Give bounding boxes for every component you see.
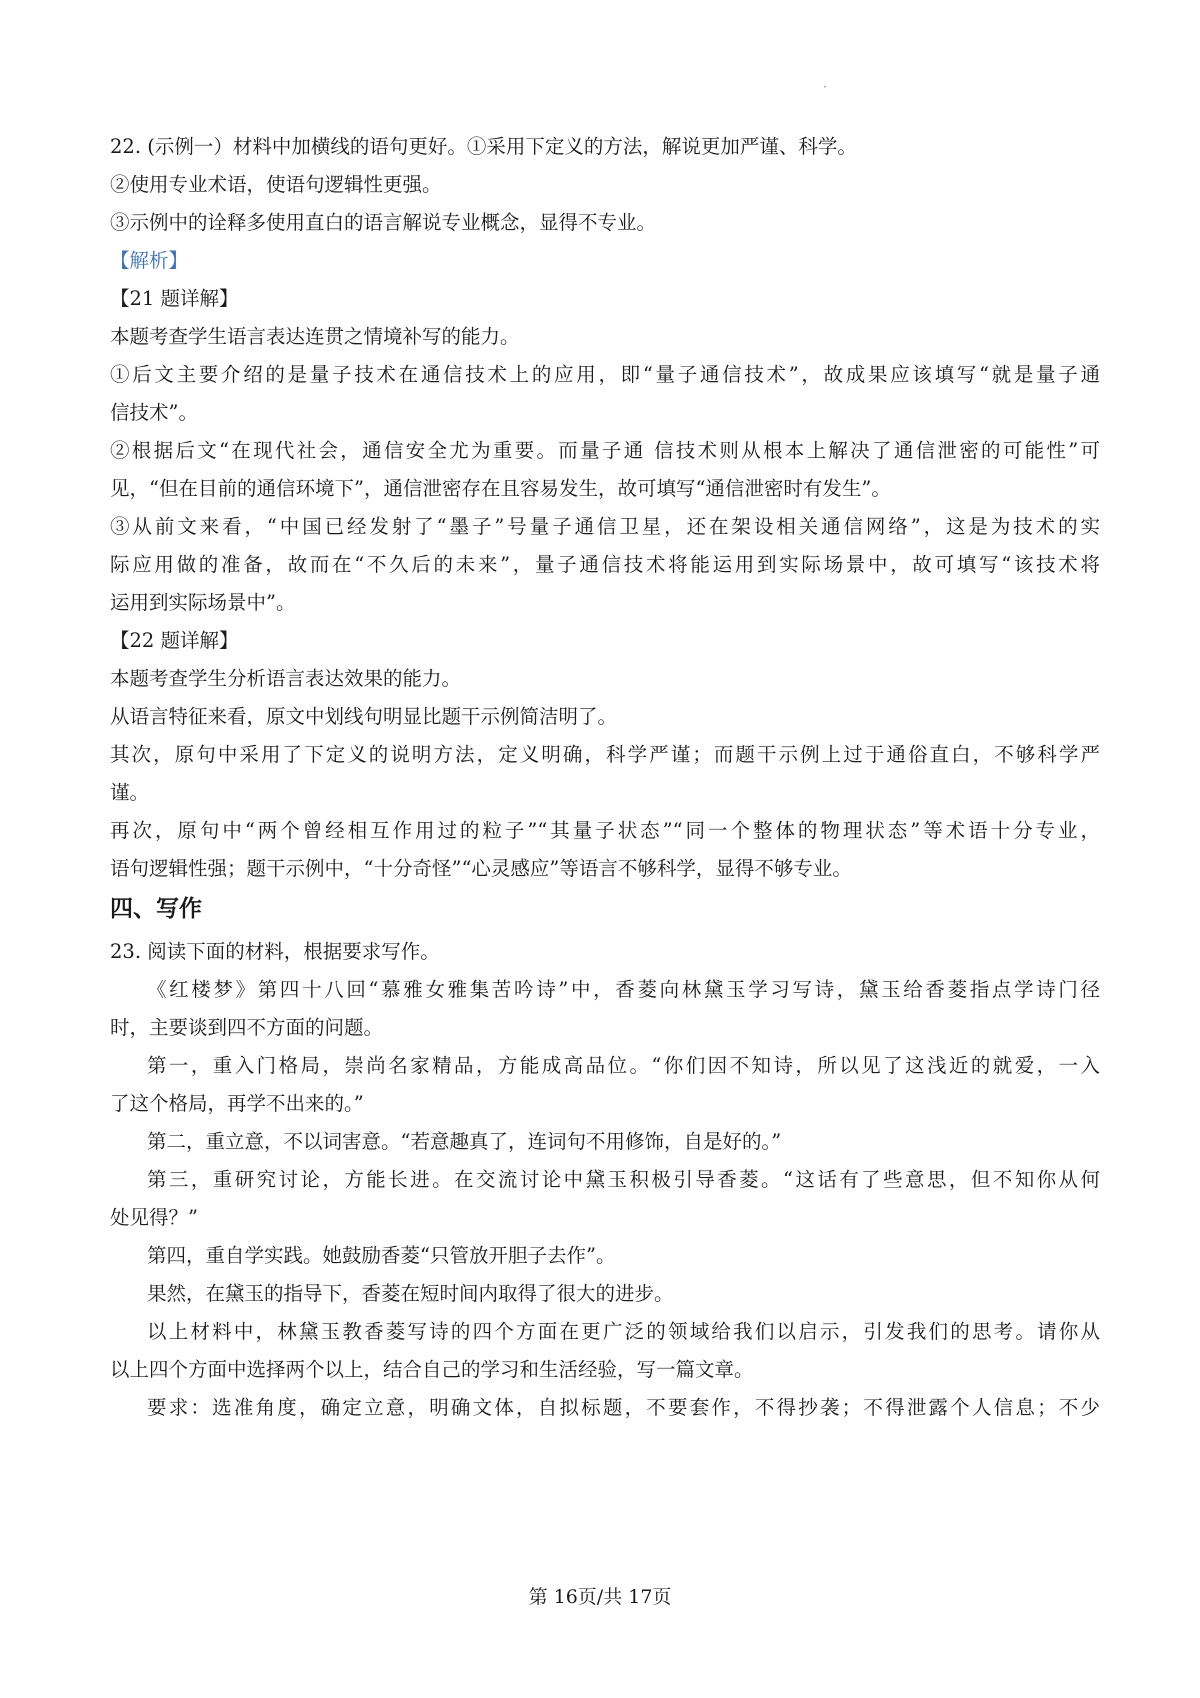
material-2-b: 了这个格局，再学不出来的。” (110, 1092, 364, 1115)
q21-p3-c: 运用到实际场景中”。 (110, 591, 296, 614)
material-1-a: 《红楼梦》第四十八回“慕雅女雅集苦吟诗”中，香菱向林黛玉学习写诗，黛玉给香菱指点学诗门径 (147, 978, 1100, 1001)
q21-p1-b: 信技术”。 (110, 401, 198, 424)
q23-prompt: 23. 阅读下面的材料，根据要求写作。 (110, 940, 440, 963)
q21-p3-b: 际应用做的准备，故而在“不久后的未来”，量子通信技术将能运用到实际场景中，故可填写“该技术将 (110, 553, 1100, 576)
answer22-line2: ②使用专业术语，使语句逻辑性更强。 (110, 173, 442, 196)
section-heading-writing: 四、写作 (110, 896, 202, 922)
material-1-b: 时，主要谈到四不方面的问题。 (110, 1016, 384, 1039)
q22-p2-a: 其次，原句中采用了下定义的说明方法，定义明确，科学严谨；而题干示例上过于通俗直白，不够科学严 (110, 743, 1100, 766)
q22-p3-a: 再次，原句中“两个曾经相互作用过的粒子”“其量子状态”“同一个整体的物理状态”等术语十分专业， (110, 819, 1100, 842)
q21-title: 【21 题详解】 (110, 287, 239, 310)
top-mark: · (823, 80, 827, 94)
material-6: 果然，在黛玉的指导下，香菱在短时间内取得了很大的进步。 (147, 1282, 674, 1305)
analysis-label: 【解析】 (110, 249, 189, 272)
material-5: 第四，重自学实践。她鼓励香菱“只管放开胆子去作”。 (147, 1244, 616, 1267)
page-footer: 第 16页/共 17页 (528, 1586, 672, 1608)
material-3: 第二，重立意，不以词害意。“若意趣真了，连词句不用修饰，自是好的。” (147, 1130, 782, 1153)
material-4-a: 第三，重研究讨论，方能长进。在交流讨论中黛玉积极引导香菱。“这话有了些意思，但不知你从何 (147, 1168, 1100, 1191)
requirement-1-a: 以上材料中，林黛玉教香菱写诗的四个方面在更广泛的领域给我们以启示，引发我们的思考。请你从 (147, 1320, 1100, 1343)
material-2-a: 第一，重入门格局，崇尚名家精品，方能成高品位。“你们因不知诗，所以见了这浅近的就爱，一入 (147, 1054, 1100, 1077)
q21-p2-a: ②根据后文“在现代社会，通信安全尤为重要。而量子通 信技术则从根本上解决了通信泄密的可能性”可 (110, 439, 1100, 462)
answer22-line1: 22. (示例一）材料中加横线的语句更好。①采用下定义的方法，解说更加严谨、科学。 (110, 135, 857, 158)
q22-p3-b: 语句逻辑性强；题干示例中，“十分奇怪”“心灵感应”等语言不够科学，显得不够专业。 (110, 857, 852, 880)
answer22-line3: ③示例中的诠释多使用直白的语言解说专业概念，显得不专业。 (110, 211, 657, 234)
q21-p2-b: 见，“但在目前的通信环境下”，通信泄密存在且容易发生，故可填写“通信泄密时有发生”。 (110, 477, 891, 500)
q21-p3-a: ③从前文来看，“中国已经发射了“墨子”号量子通信卫星，还在架设相关通信网络”，这是为技术的实 (110, 515, 1100, 538)
q22-p2-b: 谨。 (110, 781, 150, 804)
requirement-1-b: 以上四个方面中选择两个以上，结合自己的学习和生活经验，写一篇文章。 (110, 1358, 754, 1381)
material-4-b: 处见得？” (110, 1206, 198, 1229)
requirement-2: 要求：选准角度，确定立意，明确文体，自拟标题，不要套作，不得抄袭；不得泄露个人信息；不少 (147, 1396, 1100, 1419)
q22-intro: 本题考查学生分析语言表达效果的能力。 (110, 667, 462, 690)
q21-intro: 本题考查学生语言表达连贯之情境补写的能力。 (110, 325, 520, 348)
q21-p1-a: ①后文主要介绍的是量子技术在通信技术上的应用，即“量子通信技术”，故成果应该填写“就是量子通 (110, 363, 1100, 386)
q22-title: 【22 题详解】 (110, 629, 239, 652)
q22-p1: 从语言特征来看，原文中划线句明显比题干示例简洁明了。 (110, 705, 618, 728)
